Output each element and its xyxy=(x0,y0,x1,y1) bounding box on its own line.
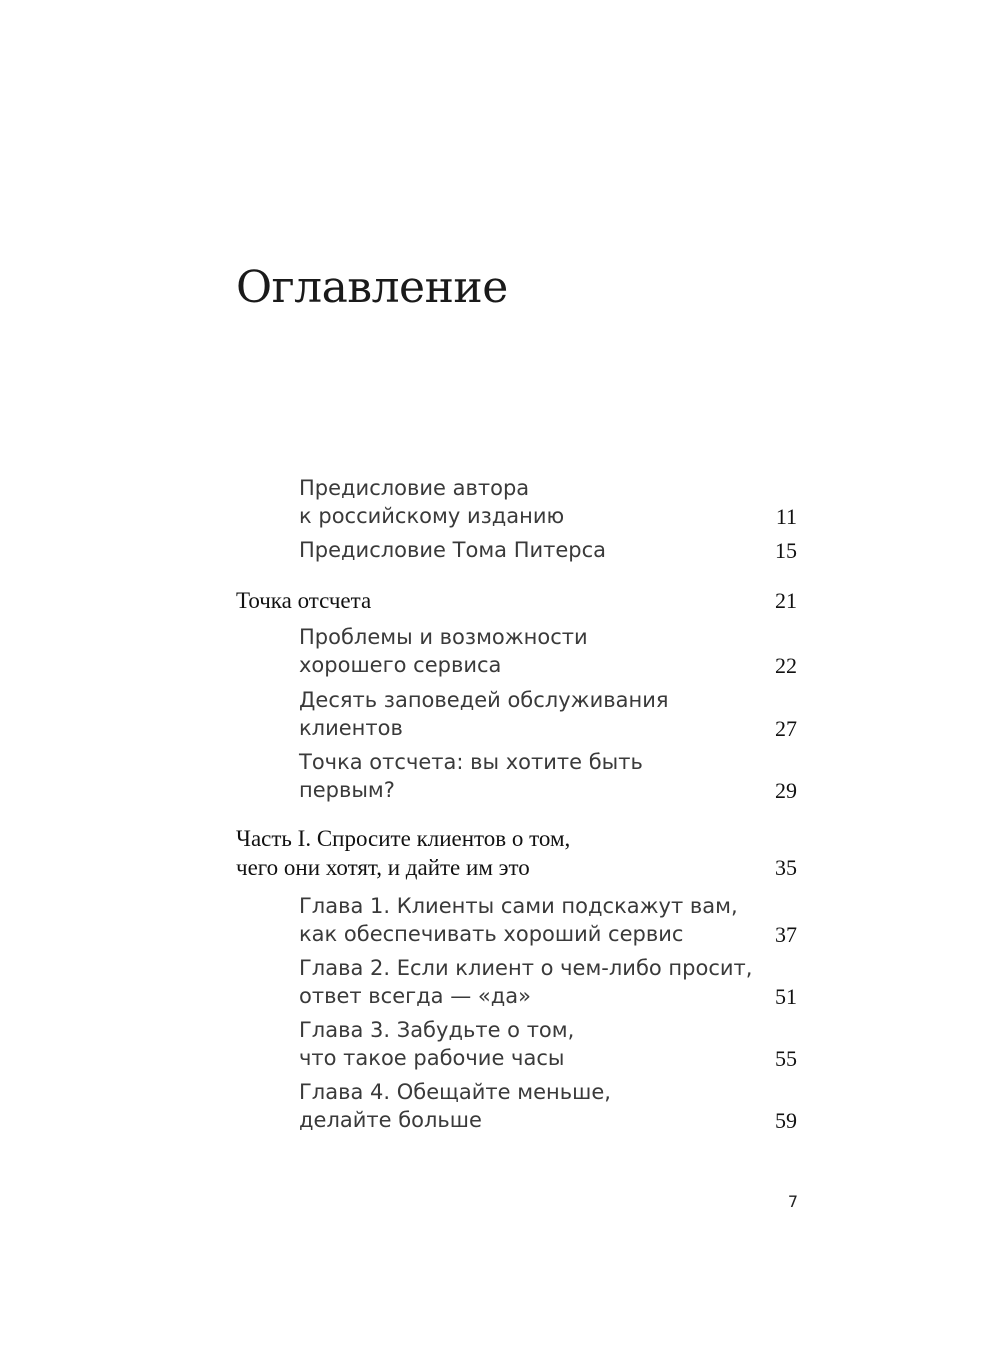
toc-entry-line: Глава 1. Клиенты сами подскажут вам, xyxy=(299,894,738,918)
toc-entry-line: Точка отсчета xyxy=(236,588,372,613)
toc-page-number: 21 xyxy=(775,588,797,613)
toc-page-number: 27 xyxy=(775,716,797,741)
toc-page-number: 55 xyxy=(775,1046,797,1071)
page-number-folio: 7 xyxy=(787,1192,798,1211)
toc-entry-line: Десять заповедей обслуживания xyxy=(299,688,669,712)
toc-page-number: 59 xyxy=(775,1108,797,1133)
toc-entry-line: чего они хотят, и дайте им это xyxy=(236,855,530,880)
toc-entry-line: Глава 4. Обещайте меньше, xyxy=(299,1080,611,1104)
page-title: Оглавление xyxy=(236,262,508,313)
toc-entry-line: что такое рабочие часы xyxy=(299,1046,565,1070)
toc-entry-line: Часть I. Спросите клиентов о том, xyxy=(236,826,571,851)
toc-entry-line: делайте больше xyxy=(299,1108,482,1132)
toc-page-number: 51 xyxy=(775,984,797,1009)
toc-page-number: 15 xyxy=(775,538,797,563)
toc-entry-line: Глава 3. Забудьте о том, xyxy=(299,1018,575,1042)
toc-entry-line: хорошего сервиса xyxy=(299,653,502,677)
toc-page-number: 37 xyxy=(775,922,797,947)
toc-page-number: 22 xyxy=(775,653,797,678)
toc-entry-line: клиентов xyxy=(299,716,403,740)
toc-entry-line: к российскому изданию xyxy=(299,504,565,528)
toc-page-number: 35 xyxy=(775,855,797,880)
toc-entry-line: ответ всегда — «да» xyxy=(299,984,531,1008)
toc-entry-line: Предисловие автора xyxy=(299,476,530,500)
toc-entry-line: Глава 2. Если клиент о чем-либо просит, xyxy=(299,956,753,980)
toc-page-number: 11 xyxy=(775,504,797,529)
toc-entry-line: Проблемы и возможности xyxy=(299,625,588,649)
toc-page-number: 29 xyxy=(775,778,797,803)
toc-entry-line: первым? xyxy=(299,778,395,802)
toc-entry-line: Точка отсчета: вы хотите быть xyxy=(299,750,643,774)
toc-entry-line: Предисловие Тома Питерса xyxy=(299,538,607,562)
toc-entry-line: как обеспечивать хороший сервис xyxy=(299,922,684,946)
